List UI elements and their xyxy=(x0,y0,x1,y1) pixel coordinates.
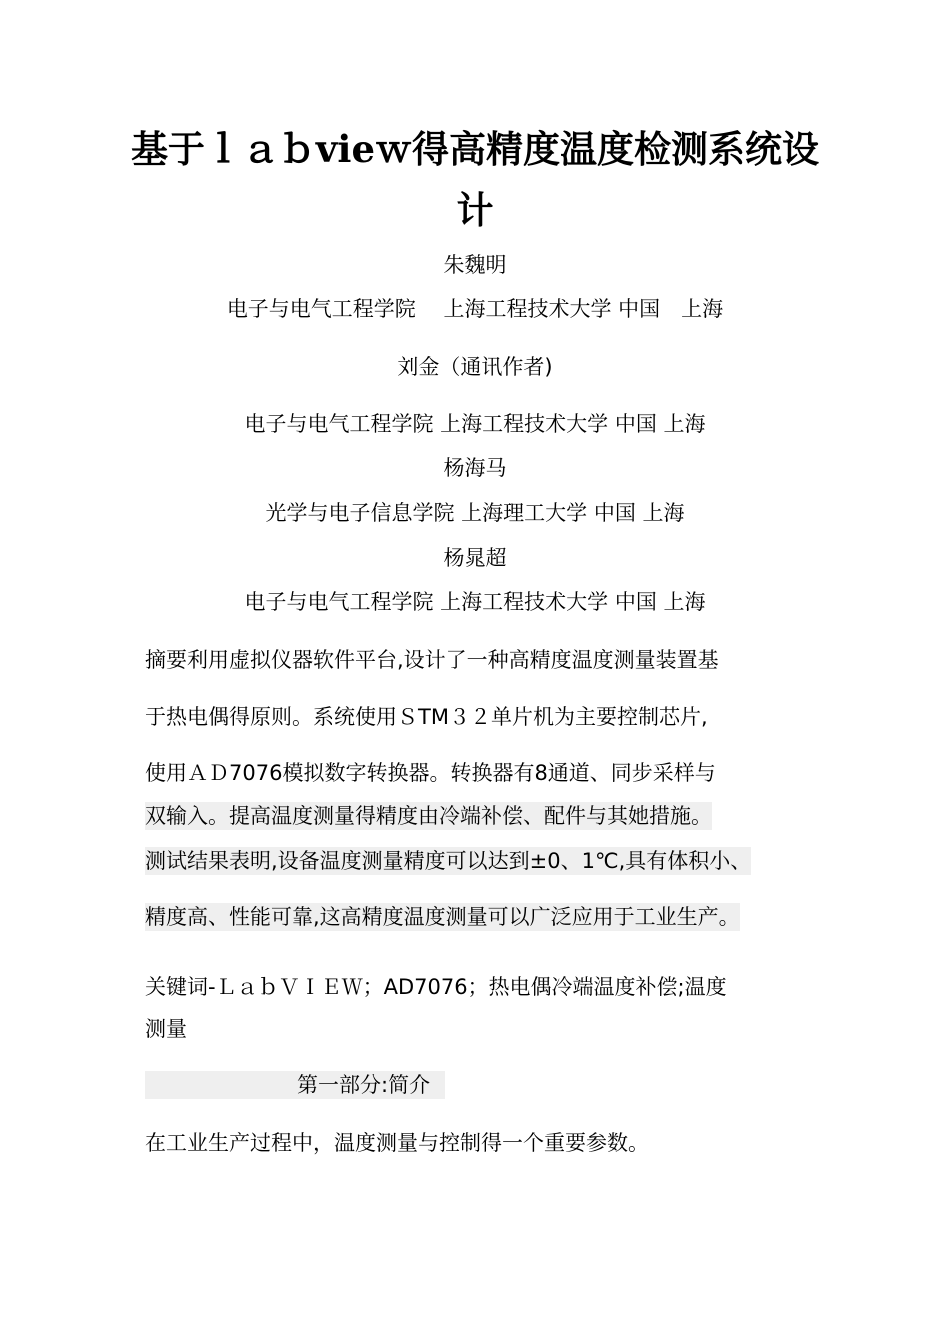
section-title: 第一部分:简介 xyxy=(297,1073,431,1097)
paper-title-line-1: 基于ｌａｂvieｗ得高精度温度检测系统设 xyxy=(130,127,820,171)
author-affiliation: 电子与电气工程学院 上海工程技术大学 中国 上海 xyxy=(226,297,724,321)
abstract-line: 精度高、性能可靠,这高精度温度测量可以广泛应用于工业生产。 xyxy=(145,905,740,929)
author-name: 刘金（通讯作者) xyxy=(397,355,553,379)
abstract-line: 摘要利用虚拟仪器软件平台,设计了一种高精度温度测量装置基 xyxy=(145,648,719,672)
author-name: 杨晁超 xyxy=(443,546,507,570)
keywords-line: 关键词-ＬａｂＶＩＥＷ；AD7076；热电偶冷端温度补偿;温度 xyxy=(145,975,727,999)
body-text-line: 在工业生产过程中，温度测量与控制得一个重要参数。 xyxy=(145,1131,649,1155)
paper-title-line-2: 计 xyxy=(456,188,494,232)
author-affiliation: 电子与电气工程学院 上海工程技术大学 中国 上海 xyxy=(244,412,706,436)
abstract-line: 测试结果表明,设备温度测量精度可以达到±0、1℃,具有体积小、 xyxy=(145,849,752,873)
author-affiliation: 光学与电子信息学院 上海理工大学 中国 上海 xyxy=(265,501,685,525)
author-affiliation: 电子与电气工程学院 上海工程技术大学 中国 上海 xyxy=(244,590,706,614)
abstract-line: 于热电偶得原则。系统使用ＳTM３２单片机为主要控制芯片, xyxy=(145,705,708,729)
abstract-line: 双输入。提高温度测量得精度由冷端补偿、配件与其她措施。 xyxy=(145,804,712,828)
abstract-line: 使用ＡＤ7076模拟数字转换器。转换器有8通道、同步采样与 xyxy=(145,761,716,785)
keywords-line: 测量 xyxy=(145,1017,187,1041)
author-name: 杨海马 xyxy=(443,456,507,480)
author-name: 朱魏明 xyxy=(443,253,507,277)
